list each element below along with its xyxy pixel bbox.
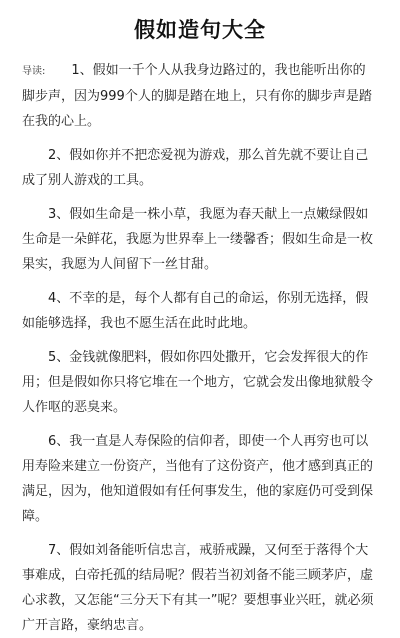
paragraph-2: 2、假如你并不把恋爱视为游戏，那么首先就不要让自己成了别人游戏的工具。 — [22, 148, 369, 188]
paragraph-7: 7、假如刘备能听信忠言，戒骄戒躁，又何至于落得个大事难成，白帝托孤的结局呢？假若当初刘备不能三顾茅庐，虚心求教，又怎能“三分天下有其一”呢？要想事业兴旺，就必须广开言路，豪纳忠言。 — [22, 543, 374, 633]
paragraph-5: 5、金钱就像肥料，假如你四处撒开，它会发挥很大的作用；但是假如你只将它堆在一个地方，它就会发出像地狱般令人作呕的恶臭来。 — [22, 350, 374, 415]
paragraph-4: 4、不幸的是，每个人都有自己的命运，你别无选择，假如能够选择，我也不愿生活在此时此地。 — [22, 291, 369, 331]
paragraph-text: 1、假如一千个人从我身边路过的，我也能听出你的脚步声，因为999个人的脚是踏在地上，只有你的脚步声是踏在我的心上。 — [22, 63, 372, 129]
document-title: 假如造句大全 — [134, 18, 266, 42]
intro-label: 导读: — [22, 66, 46, 77]
paragraph-3: 3、假如生命是一株小草，我愿为春天献上一点嫩绿假如生命是一朵鲜花，我愿为世界奉上一缕馨香；假如生命是一枚果实，我愿为人间留下一丝甘甜。 — [22, 207, 374, 272]
paragraph-6: 6、我一直是人寿保险的信仰者，即使一个人再穷也可以用寿险来建立一份资产，当他有了这份资产，他才感到真正的满足，因为，他知道假如有任何事发生，他的家庭仍可受到保障。 — [22, 434, 374, 524]
paragraph-1 — [22, 58, 378, 134]
